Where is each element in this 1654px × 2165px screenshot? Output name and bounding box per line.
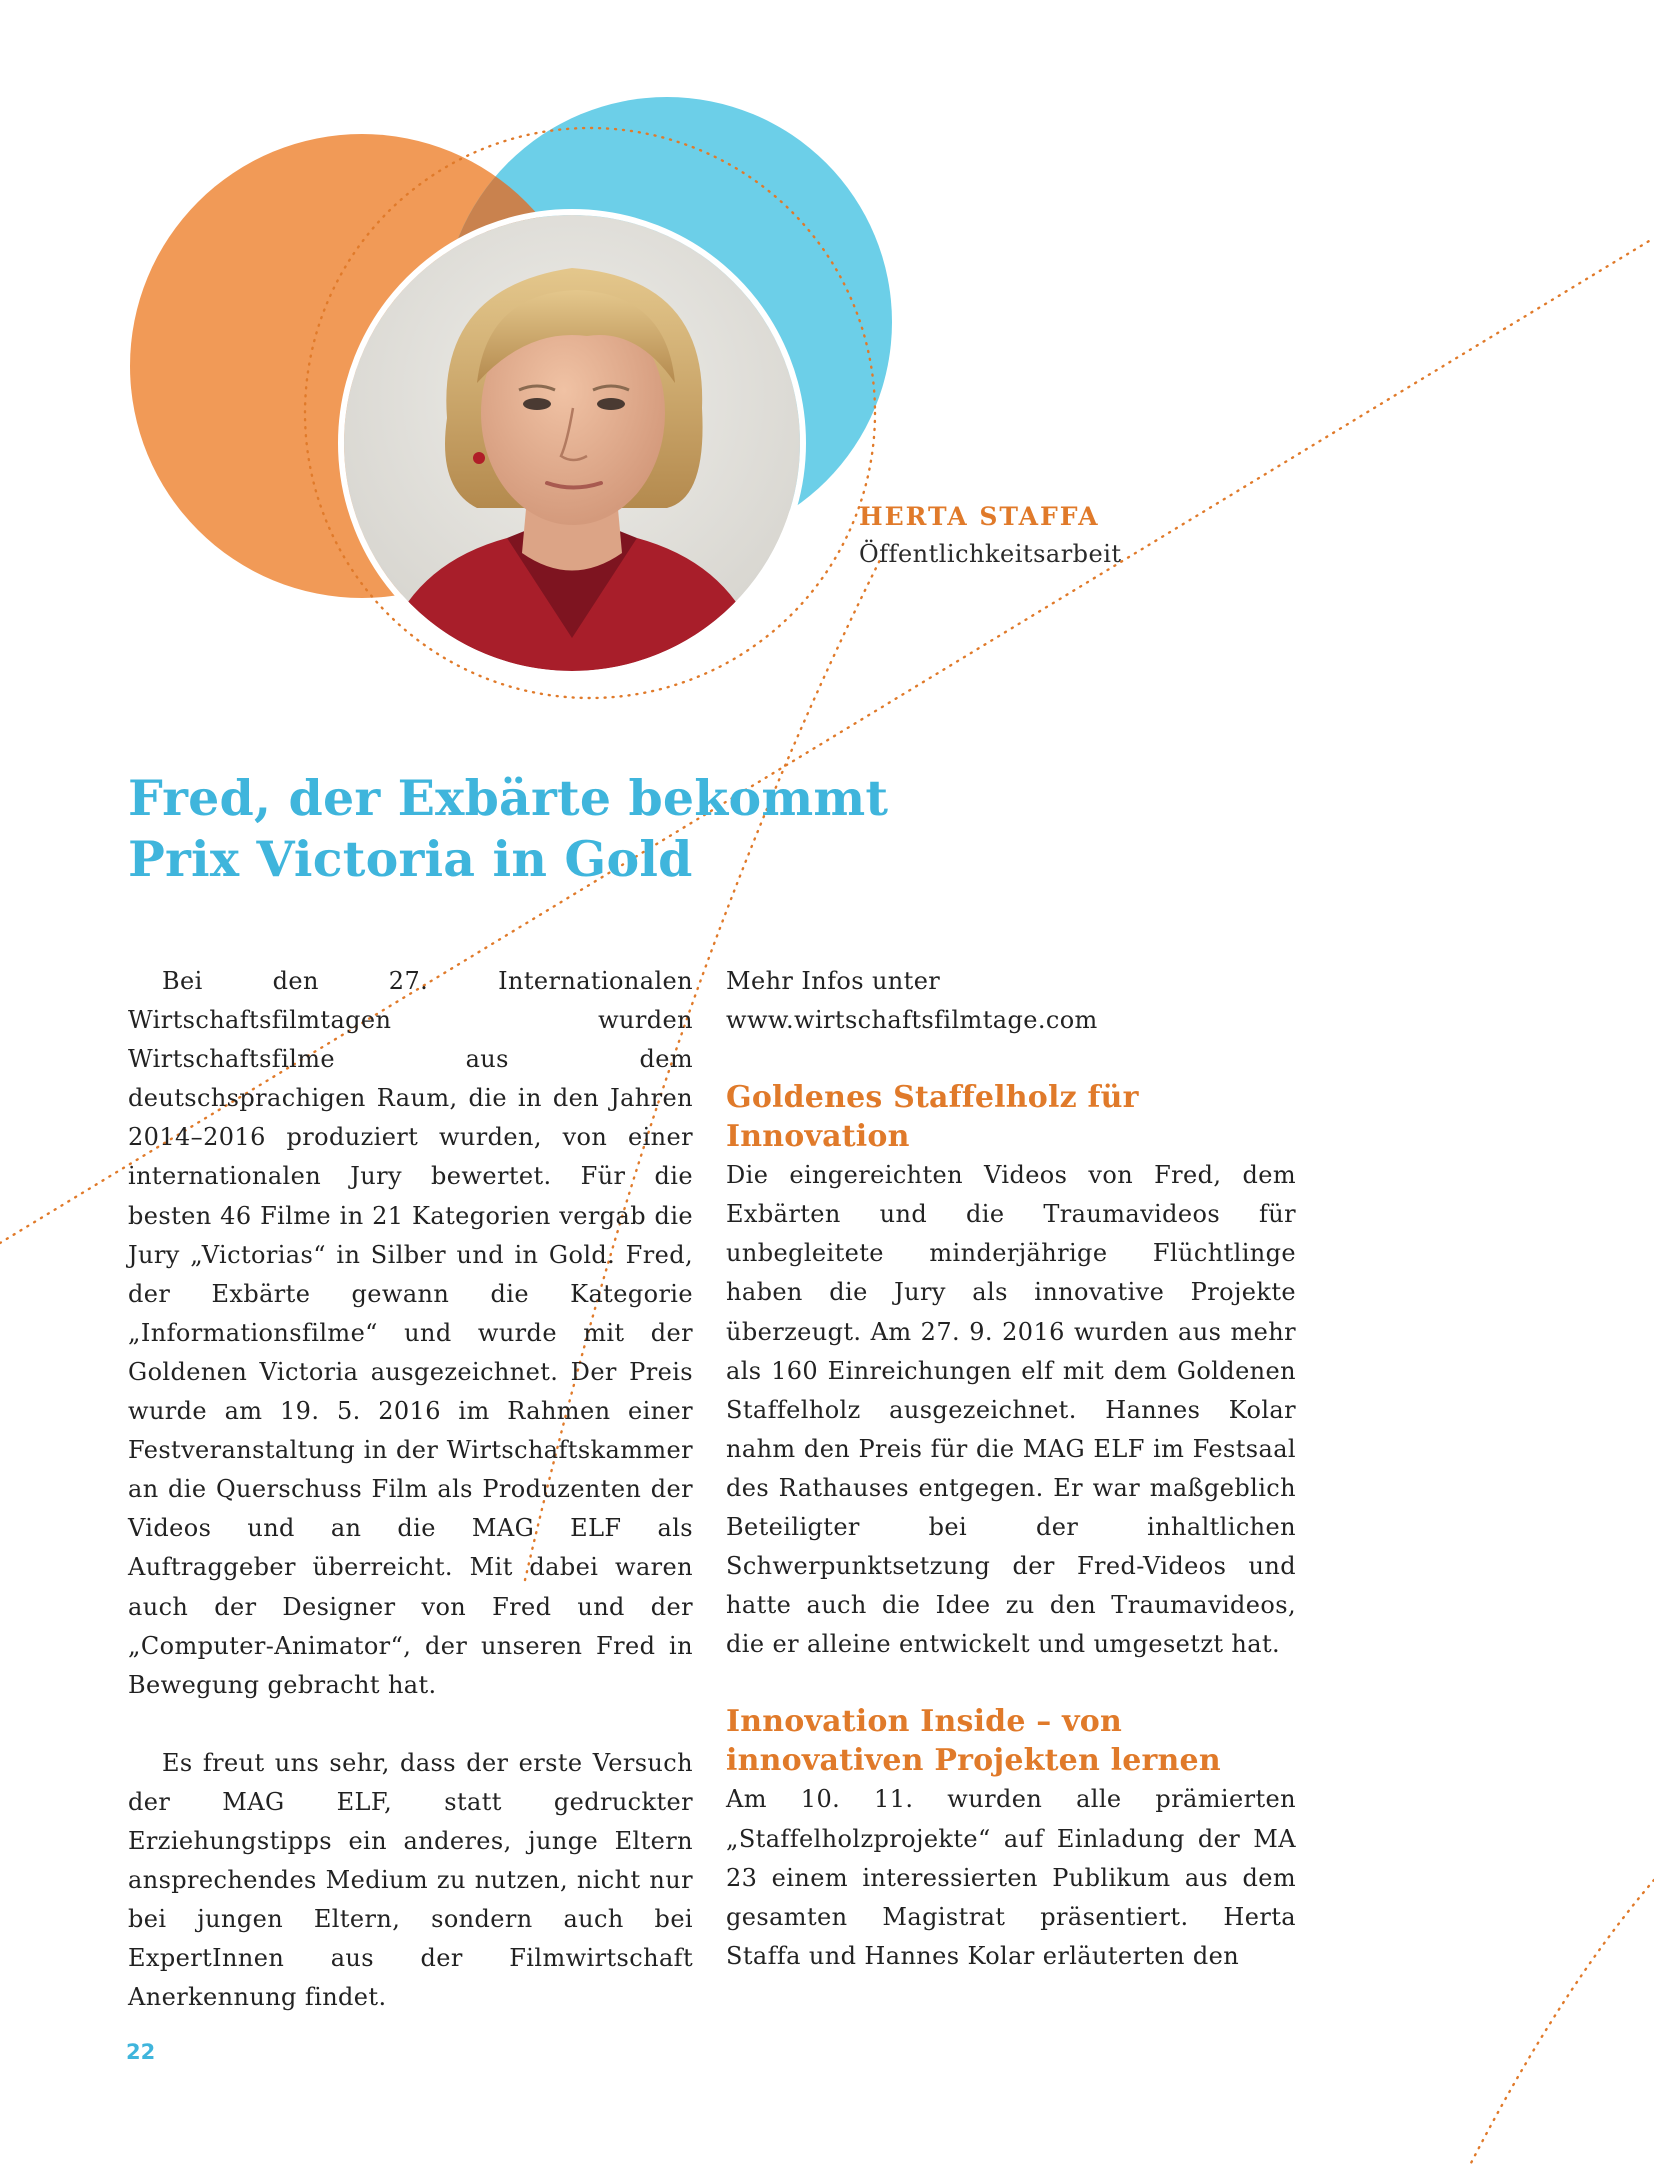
body-paragraph-2: Es freut uns sehr, dass der erste Versuch der MAG ELF, statt gedruckter Erziehungstipps ein anderes, junge Eltern ansprechendes Medium zu nutzen, nicht nur bei jungen Eltern, sondern auch bei ExpertInnen aus der Filmwirtschaft Anerkennung findet. <box>128 1748 693 2012</box>
author-portrait <box>337 208 807 678</box>
info-line: Mehr Infos unter <box>726 967 941 995</box>
author-name: HERTA STAFFA <box>859 502 1100 531</box>
section-heading-staffelholz: Goldenes Staffelholz für Innovation <box>726 1080 1139 1155</box>
right-column <box>726 962 1296 1976</box>
page-number: 22 <box>126 2040 156 2064</box>
left-column <box>128 962 693 2017</box>
section-text-innovation-inside: Am 10. 11. wurden alle prämierten „Staffelholzprojekte“ auf Einladung der MA 23 einem interessierten Publikum aus dem gesamten Magistrat präsentiert. Herta Staffa und Hannes Kolar erläuterten den <box>726 1785 1296 1970</box>
author-role: Öffentlichkeitsarbeit <box>859 540 1122 568</box>
author-caption <box>859 500 1122 574</box>
section-text-staffelholz: Die eingereichten Videos von Fred, dem Exbärten und die Traumavideos für unbegleitete minderjährige Flüchtlinge haben die Jury als innovative Projekte überzeugt. Am 27. 9. 2016 wurden aus mehr als 160 Einreichungen elf mit dem Goldenen Staffelholz ausgezeichnet. Hannes Kolar nahm den Preis für die MAG ELF im Festsaal des Rathauses entgegen. Er war maßgeblich Beteiligter bei der inhaltlichen Schwerpunktsetzung der Fred-Videos und hatte auch die Idee zu den Traumavideos, die er alleine entwickelt und umgesetzt hat. <box>726 1161 1296 1659</box>
headline-line-2: Prix Victoria in Gold <box>128 830 693 888</box>
headline-line-1: Fred, der Exbärte bekommt <box>128 769 889 827</box>
section-heading-innovation-inside: Innovation Inside – von innovativen Projekten lernen <box>726 1704 1221 1779</box>
article-headline <box>128 768 888 890</box>
dotted-corner-line <box>1470 1880 1654 2165</box>
info-url: www.wirtschaftsfilmtage.com <box>726 1006 1098 1035</box>
body-paragraph-1: Bei den 27. Internationalen Wirtschaftsfilmtagen wurden Wirtschaftsfilme aus dem deutschsprachigen Raum, die in den Jahren 2014–2016 produziert wurden, von einer internationalen Jury bewertet. Für die besten 46 Filme in 21 Kategorien vergab die Jury „Victorias“ in Silber und in Gold. Fred, der Exbärte gewann die Kategorie „Informationsfilme“ und wurde mit der Goldenen Victoria ausgezeichnet. Der Preis wurde am 19. 5. 2016 im Rahmen einer Festveranstaltung in der Wirtschaftskammer an die Querschuss Film als Produzenten der Videos und an die MAG ELF als Auftraggeber überreicht. Mit dabei waren auch der Designer von Fred und der „Computer-Animator“, der unseren Fred in Bewegung gebracht hat. <box>128 967 693 1699</box>
